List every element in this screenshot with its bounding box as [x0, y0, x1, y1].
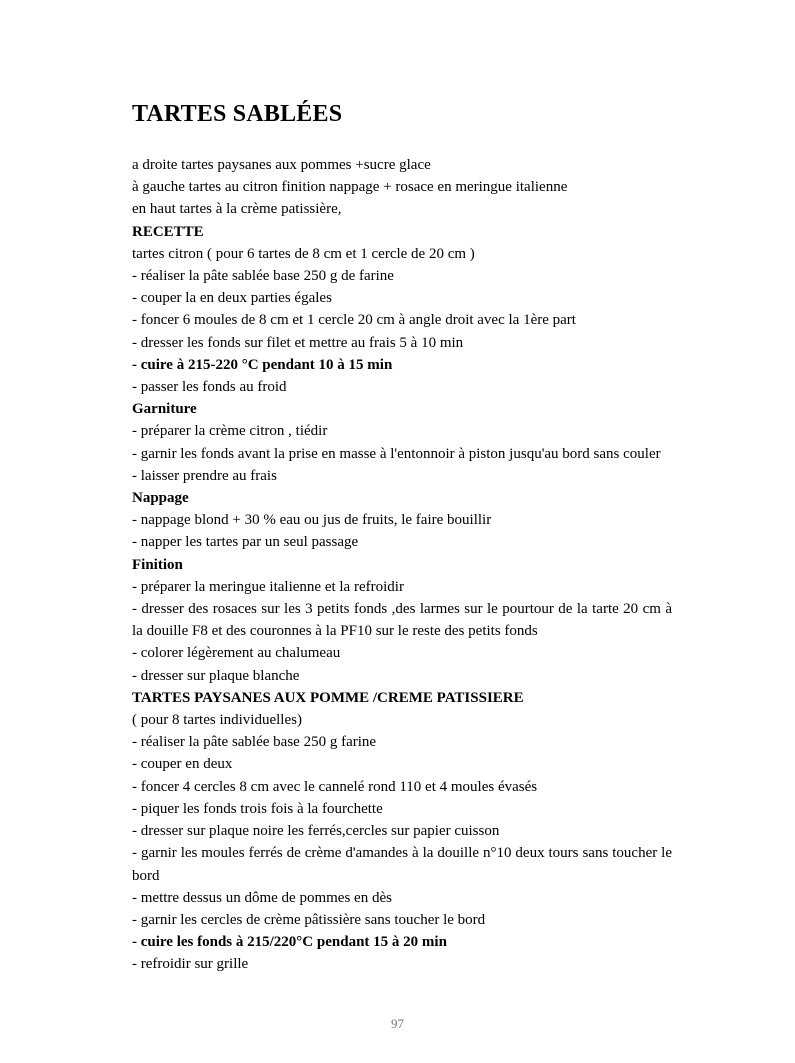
page-number: 97: [391, 1016, 404, 1031]
text-line: - dresser sur plaque noire les ferrés,cercles sur papier cuisson: [132, 823, 500, 840]
text-line: - laisser prendre au frais: [132, 467, 277, 484]
text-line: - napper les tartes par un seul passage: [132, 534, 359, 551]
text-line: ( pour 8 tartes individuelles): [132, 712, 302, 729]
body-text: [132, 154, 672, 976]
text-line: - garnir les fonds avant la prise en masse à l'entonnoir à piston jusqu'au bord sans couler: [132, 445, 661, 462]
section-heading: - cuire à 215-220 °C pendant 10 à 15 min: [132, 356, 393, 373]
text-line: - passer les fonds au froid: [132, 379, 287, 396]
text-line: - préparer la meringue italienne et la refroidir: [132, 578, 404, 595]
text-line: - nappage blond + 30 % eau ou jus de fruits, le faire bouillir: [132, 512, 492, 529]
section-heading: RECETTE: [132, 223, 204, 240]
text-line: - couper la en deux parties égales: [132, 290, 332, 307]
text-line: - piquer les fonds trois fois à la fourchette: [132, 800, 383, 817]
page-title: TARTES SABLÉES: [132, 101, 343, 127]
text-line: - préparer la crème citron , tiédir: [132, 423, 328, 440]
text-line: - mettre dessus un dôme de pommes en dès: [132, 889, 392, 906]
text-line: - dresser des rosaces sur les 3 petits fonds ,des larmes sur le pourtour de la tarte 20 cm à la douille F8 et des couronnes à la PF10 sur le reste des petits fonds: [132, 601, 672, 640]
text-line: - refroidir sur grille: [132, 956, 249, 973]
text-line: - dresser les fonds sur filet et mettre au frais 5 à 10 min: [132, 334, 464, 351]
text-line: - foncer 6 moules de 8 cm et 1 cercle 20 cm à angle droit avec la 1ère part: [132, 312, 576, 329]
text-line: - colorer légèrement au chalumeau: [132, 645, 341, 662]
text-line: - couper en deux: [132, 756, 233, 773]
text-line: à gauche tartes au citron finition nappage + rosace en meringue italienne: [132, 179, 568, 196]
text-line: - réaliser la pâte sablée base 250 g farine: [132, 734, 377, 751]
section-heading: - cuire les fonds à 215/220°C pendant 15 à 20 min: [132, 934, 447, 951]
section-heading: TARTES PAYSANES AUX POMME /CREME PATISSIERE: [132, 689, 524, 706]
document-page: [132, 98, 672, 976]
text-line: tartes citron ( pour 6 tartes de 8 cm et 1 cercle de 20 cm ): [132, 245, 475, 262]
section-heading: Finition: [132, 556, 183, 573]
text-line: en haut tartes à la crème patissière,: [132, 201, 342, 218]
text-line: - garnir les moules ferrés de crème d'amandes à la douille n°10 deux tours sans toucher le bord: [132, 845, 672, 884]
text-line: - dresser sur plaque blanche: [132, 667, 300, 684]
section-heading: Garniture: [132, 401, 197, 418]
text-line: - réaliser la pâte sablée base 250 g de farine: [132, 268, 394, 285]
text-line: - garnir les cercles de crème pâtissière sans toucher le bord: [132, 911, 486, 928]
text-line: - foncer 4 cercles 8 cm avec le cannelé rond 110 et 4 moules évasés: [132, 778, 538, 795]
text-line: a droite tartes paysanes aux pommes +sucre glace: [132, 157, 431, 173]
section-heading: Nappage: [132, 490, 189, 507]
